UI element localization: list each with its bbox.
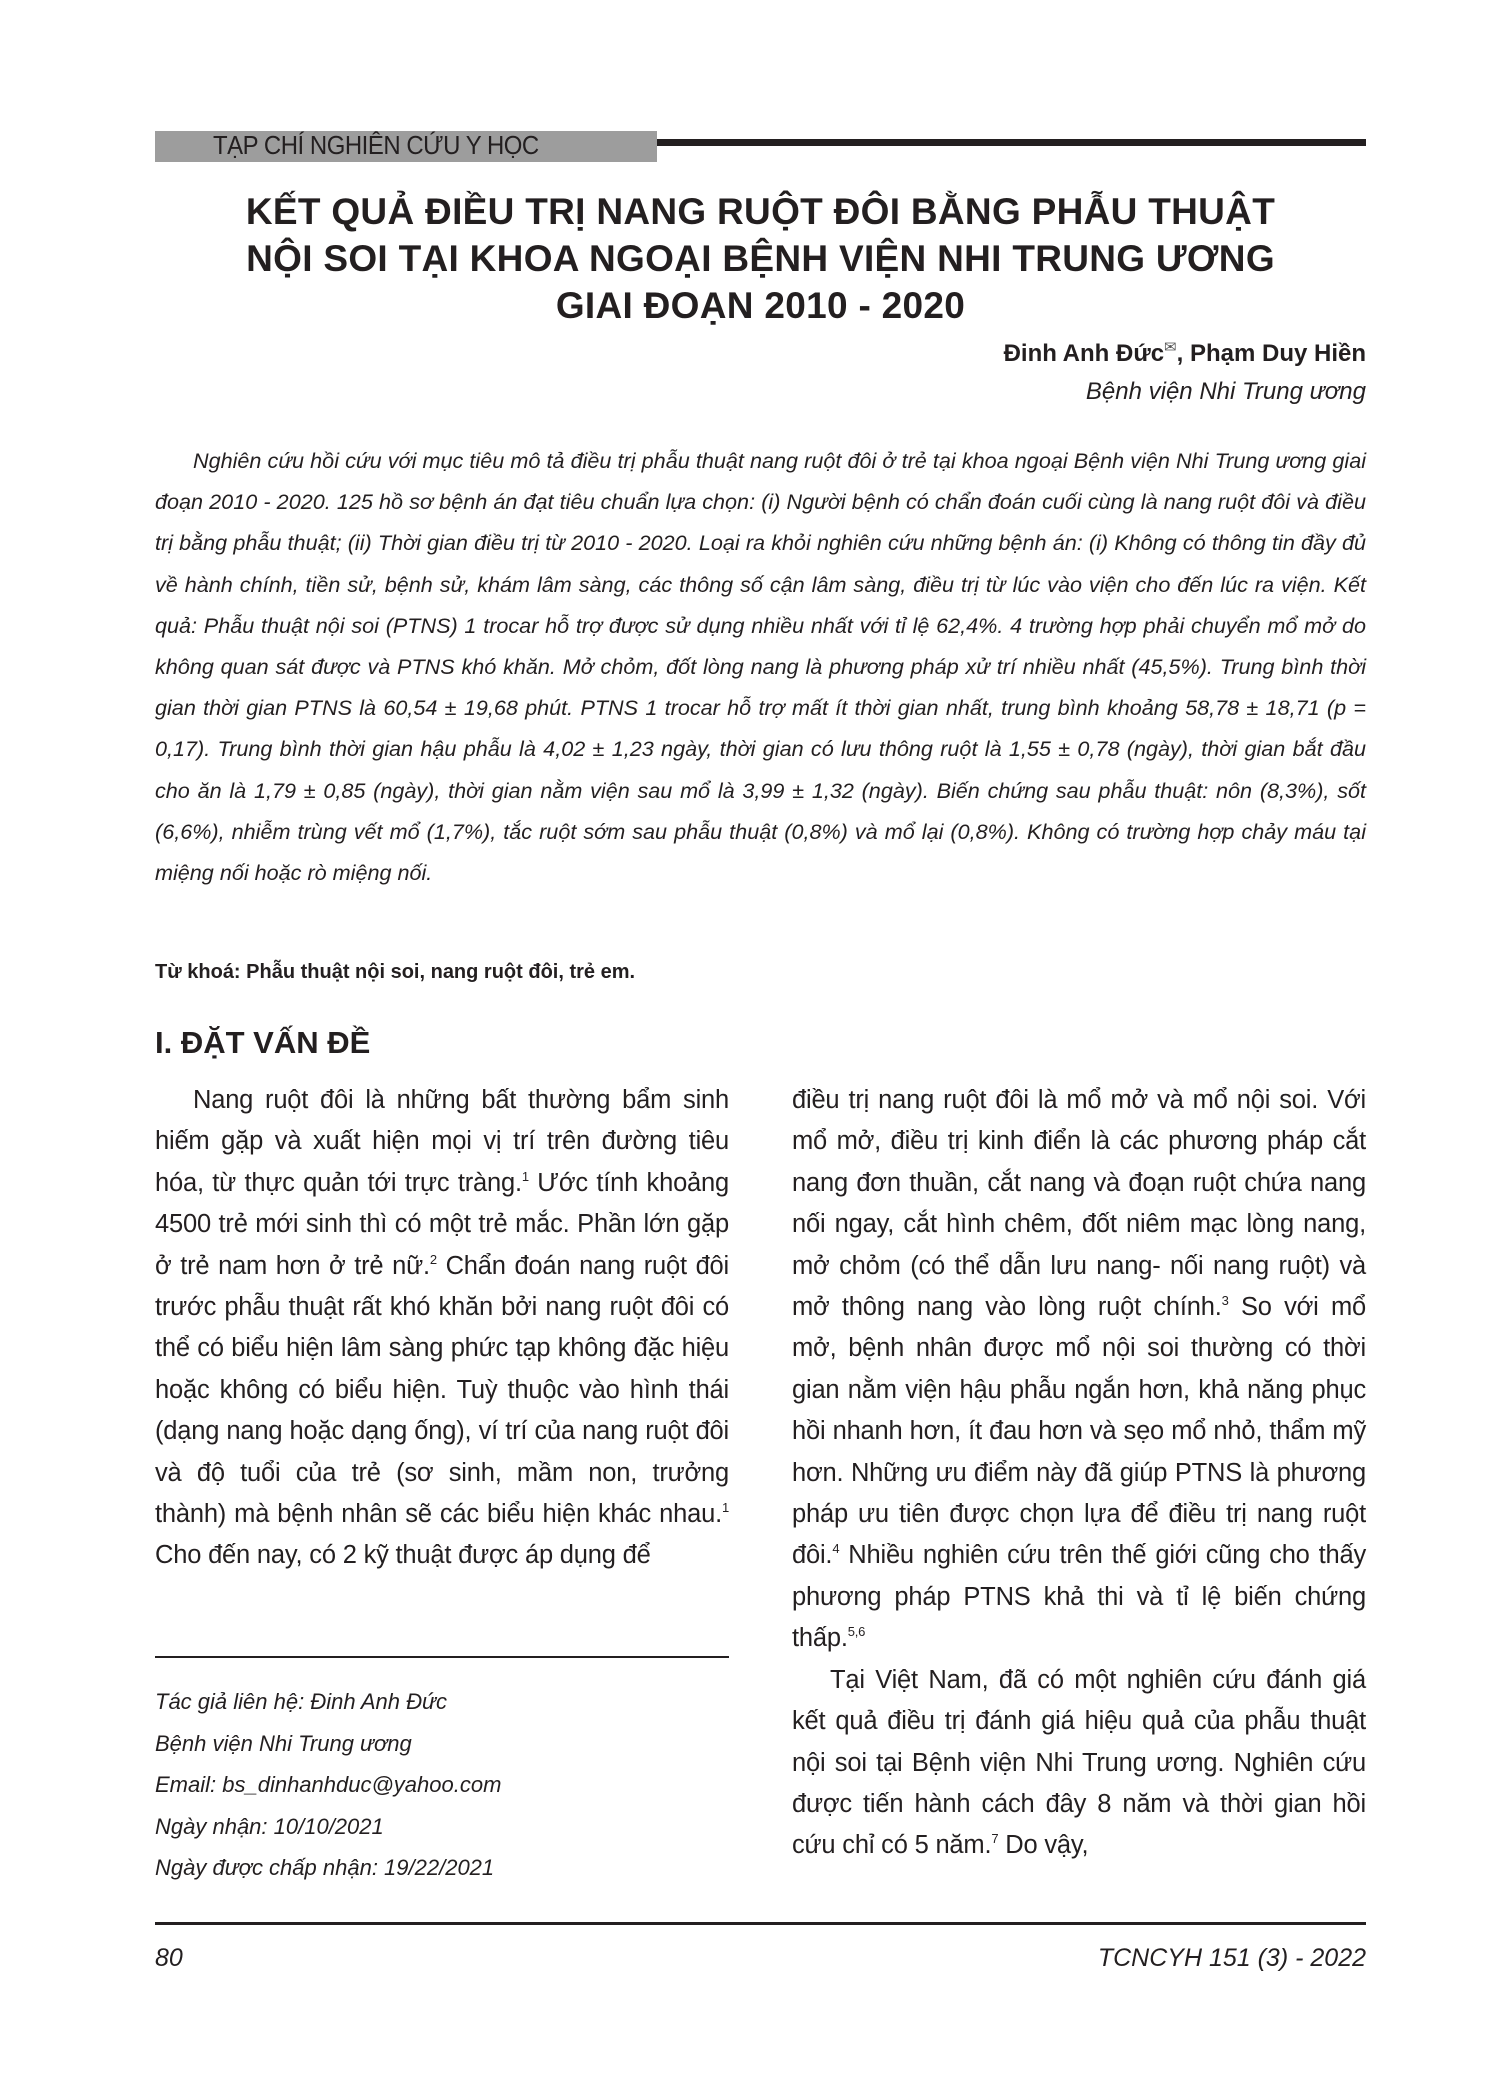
paragraph-text: Cho đến nay, có 2 kỹ thuật được áp dụng để bbox=[155, 1541, 651, 1570]
note-author: Tác giả liên hệ: Đinh Anh Đức bbox=[155, 1689, 447, 1714]
note-received: Ngày nhận: 10/10/2021 bbox=[155, 1813, 384, 1839]
footer-rule bbox=[155, 1922, 1366, 1925]
paragraph-text: Do vậy, bbox=[998, 1831, 1089, 1860]
citation-superscript: 4 bbox=[832, 1541, 840, 1557]
citation-superscript: 1 bbox=[521, 1168, 529, 1184]
journal-name: TẠP CHÍ NGHIÊN CỨU Y HỌC bbox=[213, 130, 539, 160]
author-name: Đinh Anh Đức bbox=[1003, 340, 1165, 367]
citation-superscript: 1 bbox=[721, 1500, 729, 1516]
note-email: Email: bs_dinhanhduc@yahoo.com bbox=[155, 1772, 502, 1797]
title-line: GIAI ĐOẠN 2010 - 2020 bbox=[555, 285, 966, 326]
paragraph-text: Ước tính khoảng 4500 trẻ mới sinh thì có một trẻ mắc. Phần lớn gặp ở trẻ nam hơn ở trẻ nữ. bbox=[155, 1168, 729, 1280]
citation-superscript: 7 bbox=[991, 1831, 999, 1847]
section-heading: I. ĐẶT VẤN ĐỀ bbox=[155, 1025, 371, 1060]
citation-superscript: 2 bbox=[429, 1251, 437, 1267]
paragraph-text: Nang ruột đôi là những bất thường bẩm sinh hiếm gặp và xuất hiện mọi vị trí trên đường tiêu hóa, từ thực quản tới trực tràng. bbox=[155, 1086, 729, 1197]
abstract: Nghiên cứu hồi cứu với mục tiêu mô tả điều trị phẫu thuật nang ruột đôi ở trẻ tại khoa ngoại Bệnh viện Nhi Trung ương giai đoạn 2010 - 2020. 125 hồ sơ bệnh án đạt tiêu chuẩn lựa chọn: (i) Người bệnh có chẩn đoán cuối cùng là nang ruột đôi và điều trị bằng phẫu thuật; (ii) Thời gian điều trị từ 2010 - 2020. Loại ra khỏi nghiên cứu những bệnh án: (i) Không có thông tin đầy đủ về hành chính, tiền sử, bệnh sử, khám lâm sàng, các thông số cận lâm sàng, điều trị từ lúc vào viện cho đến lúc ra viện. Kết quả: Phẫu thuật nội soi (PTNS) 1 trocar hỗ trợ được sử dụng nhiều nhất với tỉ lệ 62,4%. 4 trường hợp phải chuyển mổ mở do không quan sát được và PTNS khó khăn. Mở chỏm, đốt lòng nang là phương pháp xử trí nhiều nhất (45,5%). Trung bình thời gian thời gian PTNS là 60,54 ± 19,68 phút. PTNS 1 trocar hỗ trợ mất ít thời gian nhất, trung bình khoảng 58,78 ± 18,71 (p = 0,17). Trung bình thời gian hậu phẫu là 4,02 ± 1,23 ngày, thời gian có lưu thông ruột là 1,55 ± 0,78 (ngày), thời gian bắt đầu cho ăn là 1,79 ± 0,85 (ngày), thời gian nằm viện sau mổ là 3,99 ± 1,32 (ngày). Biến chứng sau phẫu thuật: nôn (8,3%), sốt (6,6%), nhiễm trùng vết mổ (1,7%), tắc ruột sớm sau phẫu thuật (0,8%) và mổ lại (0,8%). Không có trường hợp chảy máu tại miệng nối hoặc rò miệng nối. bbox=[155, 448, 1366, 886]
affiliation: Bệnh viện Nhi Trung ương bbox=[1085, 378, 1366, 405]
paragraph bbox=[792, 1080, 1366, 1660]
paragraph-text: Tại Việt Nam, đã có một nghiên cứu đánh giá kết quả điều trị đánh giá hiệu quả của phẫu thuật nội soi tại Bệnh viện Nhi Trung ương. Nghiên cứu được tiến hành cách đây 8 năm và thời gian hồi cứu chỉ có 5 năm. bbox=[792, 1665, 1366, 1860]
note-affiliation: Bệnh viện Nhi Trung ương bbox=[155, 1730, 412, 1756]
left-column bbox=[155, 1080, 729, 1577]
paragraph-text: Nhiều nghiên cứu trên thế giới cũng cho thấy phương pháp PTNS khả thi và tỉ lệ biến chứng thấp. bbox=[792, 1541, 1366, 1653]
page-number: 80 bbox=[155, 1944, 183, 1972]
title-line: NỘI SOI TẠI KHOA NGOẠI BỆNH VIỆN NHI TRUNG ƯƠNG bbox=[246, 238, 1275, 279]
header-rule bbox=[657, 139, 1366, 146]
paragraph-text: So với mổ mở, bệnh nhân được mổ nội soi thường có thời gian nằm viện hậu phẫu ngắn hơn, khả năng phục hồi nhanh hơn, ít đau hơn và sẹo mổ nhỏ, thẩm mỹ hơn. Những ưu điểm này đã giúp PTNS là phương pháp ưu tiên được chọn lựa để điều trị nang ruột đôi. bbox=[792, 1293, 1366, 1570]
paragraph-text: điều trị nang ruột đôi là mổ mở và mổ nội soi. Với mổ mở, điều trị kinh điển là các phương pháp cắt nang đơn thuần, cắt nang và đoạn ruột chứa nang nối ngay, cắt hình chêm, đốt niêm mạc lòng nang, mở chỏm (có thể dẫn lưu nang- nối nang ruột) và mở thông nang vào lòng ruột chính. bbox=[792, 1086, 1366, 1322]
keywords: Từ khoá: Phẫu thuật nội soi, nang ruột đôi, trẻ em. bbox=[155, 961, 636, 983]
right-column bbox=[792, 1080, 1366, 1867]
footnote-rule bbox=[155, 1656, 729, 1658]
authors bbox=[1004, 338, 1366, 368]
correspondence-notes bbox=[155, 1681, 501, 1889]
paragraph bbox=[792, 1660, 1366, 1867]
paragraph bbox=[155, 1080, 729, 1577]
citation-superscript: 3 bbox=[1221, 1293, 1229, 1309]
article-title bbox=[155, 188, 1366, 329]
note-accepted: Ngày được chấp nhận: 19/22/2021 bbox=[155, 1855, 495, 1880]
journal-reference: TCNCYH 151 (3) - 2022 bbox=[1097, 1944, 1366, 1972]
citation-superscript: 5,6 bbox=[847, 1624, 866, 1640]
paragraph-text: Chẩn đoán nang ruột đôi trước phẫu thuật rất khó khăn bởi nang ruột đôi có thể có biểu hiện lâm sàng phức tạp không đặc hiệu hoặc không có biểu hiện. Tuỳ thuộc vào hình thái (dạng nang hoặc dạng ống), ví trí của nang ruột đôi và độ tuổi của trẻ (sơ sinh, mầm non, trưởng thành) mà bệnh nhân sẽ các biểu hiện khác nhau. bbox=[155, 1251, 729, 1529]
title-line: KẾT QUẢ ĐIỀU TRỊ NANG RUỘT ĐÔI BẰNG PHẪU THUẬT bbox=[245, 191, 1276, 232]
mail-icon: ✉ bbox=[1164, 339, 1177, 356]
author-name: , Phạm Duy Hiền bbox=[1176, 340, 1366, 367]
